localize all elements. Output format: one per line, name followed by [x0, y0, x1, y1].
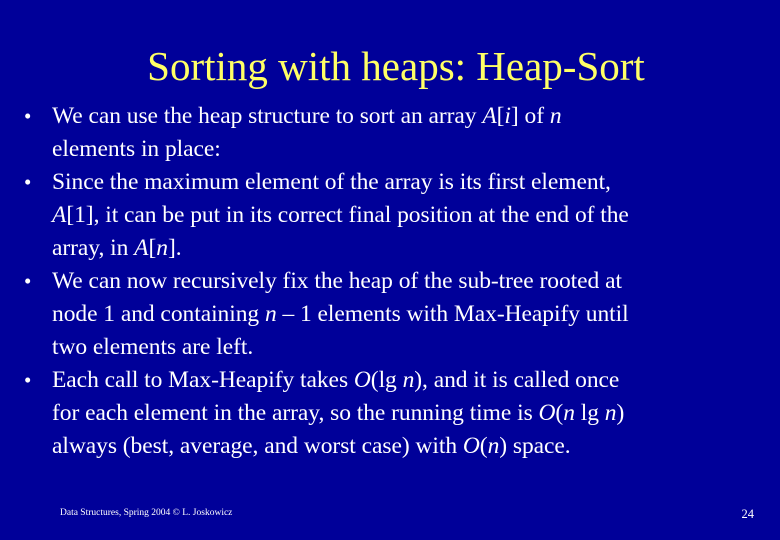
bullet-line: always (best, average, and worst case) with O(n) space. [52, 433, 571, 459]
bullet-dot-icon: • [24, 368, 32, 392]
bullet-list [22, 100, 762, 463]
bullet-dot-icon: • [24, 269, 32, 293]
bullet-line: We can use the heap structure to sort an array A[i] of n [52, 103, 562, 129]
bullet-line: A[1], it can be put in its correct final position at the end of the [52, 202, 629, 228]
slide-footer: Data Structures, Spring 2004 © L. Joskowicz [60, 508, 233, 518]
bullet-line: two elements are left. [52, 334, 254, 360]
bullet-item [22, 166, 762, 265]
bullet-item [22, 265, 762, 364]
page-number: 24 [741, 507, 754, 521]
bullet-dot-icon: • [24, 104, 32, 128]
bullet-item [22, 364, 762, 463]
bullet-line: Each call to Max-Heapify takes O(lg n), and it is called once [52, 367, 620, 393]
bullet-line: node 1 and containing n – 1 elements with Max-Heapify until [52, 301, 629, 327]
slide-title: Sorting with heaps: Heap-Sort [147, 43, 645, 89]
bullet-line: array, in A[n]. [52, 235, 182, 261]
bullet-line: We can now recursively fix the heap of the sub-tree rooted at [52, 268, 622, 294]
bullet-line: elements in place: [52, 136, 221, 162]
bullet-item [22, 100, 762, 166]
bullet-dot-icon: • [24, 170, 32, 194]
bullet-line: Since the maximum element of the array is its first element, [52, 169, 611, 195]
bullet-line: for each element in the array, so the running time is O(n lg n) [52, 400, 625, 426]
